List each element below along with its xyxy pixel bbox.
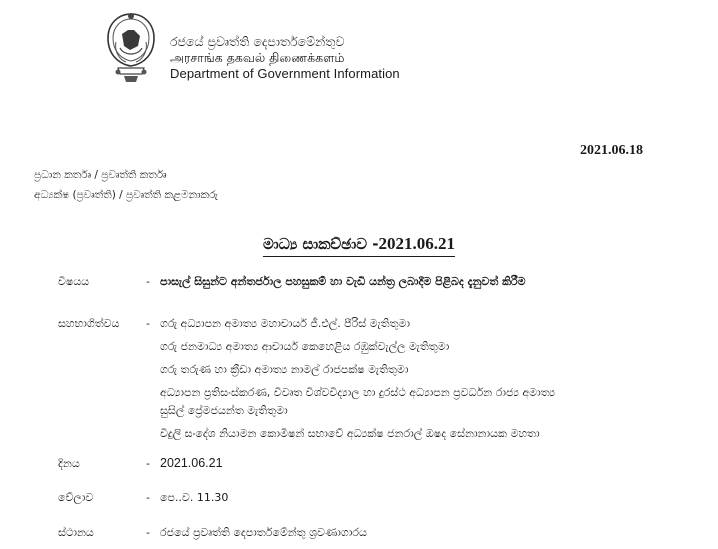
participant-item: ගරු ජනමාධ්‍ය අමාත්‍ය ආචාර්ය කෙහෙළිය රඹුක්වැල්ල මැතිතුමා	[160, 340, 450, 353]
time-value: පෙ..ව. 11.30	[160, 491, 229, 504]
addressee-line: ප්‍රධාන කර්තෘ / ප්‍රවෘත්ති කර්තෘ	[34, 169, 167, 181]
letter-date: 2021.06.18	[580, 143, 643, 158]
participant-item: ගරු තරුණ හා ක්‍රීඩා අමාත්‍ය නාමල් රාජපක්ෂ මැතිතුමා	[160, 363, 409, 376]
addressee-block	[34, 165, 218, 205]
subject-label: විෂයය	[58, 275, 90, 288]
participants-label: සහභාගිත්වය	[58, 317, 120, 330]
department-name-english: Department of Government Information	[170, 66, 400, 81]
department-name-tamil: அரசாங்க தகவல் திணைக்களம்	[170, 50, 345, 65]
venue-dash: -	[146, 526, 150, 539]
time-dash: -	[146, 491, 150, 504]
time-label: වේලාව	[58, 491, 94, 504]
participant-item: විදුලි සංදේශ නියාමන කොමිෂන් සභාවේ අධ්‍යක්ෂ ජනරාල් ඔෂද සේනානායක මහතා	[160, 427, 540, 440]
title-text: මාධ්‍ය සාකච්ඡාව -	[262, 235, 379, 253]
day-label: දිනය	[58, 457, 80, 470]
participants-dash: -	[146, 317, 150, 330]
title-date: 2021.06.21	[378, 234, 456, 253]
venue-label: ස්ථානය	[58, 526, 94, 539]
day-dash: -	[146, 457, 150, 470]
participant-item: අධ්‍යාපන ප්‍රතිසංස්කරණ, විවෘත විශ්වවිද්‍යාල හා දුරස්ථ අධ්‍යාපන ප්‍රවර්ධන රාජ්‍ය අමාත්‍ය	[160, 386, 556, 399]
sri-lanka-emblem-icon	[104, 12, 158, 86]
participant-item: සුසිල් ප්‍රේමජයන්ත මැතිතුමා	[160, 404, 288, 417]
addressee-line: අධ්‍යක්ෂ (ප්‍රවෘත්ති) / ප්‍රවෘත්ති කළමනාකරු	[34, 189, 218, 201]
department-name-sinhala: රජයේ ප්‍රවෘත්ති දෙපාර්තමේන්තුව	[170, 34, 345, 49]
title-underlined	[263, 234, 455, 257]
subject-dash: -	[146, 275, 150, 288]
page-title	[0, 234, 718, 257]
day-value: 2021.06.21	[160, 456, 223, 470]
venue-value: රජයේ ප්‍රවෘත්ති දෙපාර්තමේන්තු ශ්‍රවණාගාරය	[160, 526, 367, 539]
department-name	[170, 34, 400, 82]
participant-item: ගරු අධ්‍යාපන අමාත්‍ය මහාචාර්ය ජී.එල්. පීරිස් මැතිතුමා	[160, 317, 411, 330]
subject-value: පාසැල් සිසුන්ට අන්තර්ජාල පහසුකම් හා වැඩි යන්ත්‍ර ලබාදීම පිළිබද දැනුවත් කිරීම	[160, 275, 526, 288]
